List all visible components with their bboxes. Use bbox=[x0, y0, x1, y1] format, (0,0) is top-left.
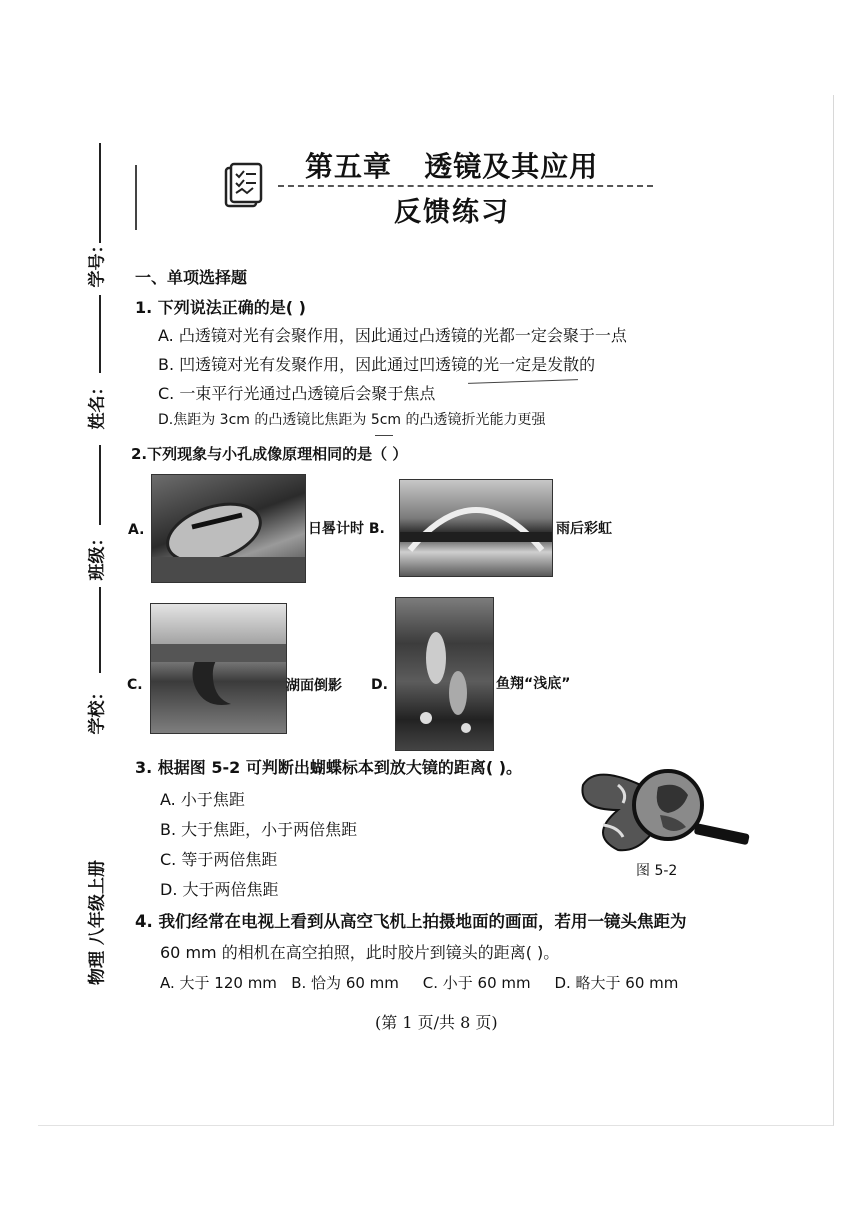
question-1-stem: 1. 下列说法正确的是( ) bbox=[135, 298, 306, 317]
question-3-stem: 3. 根据图 5-2 可判断出蝴蝶标本到放大镜的距离( )。 bbox=[135, 758, 523, 777]
question-3-option-d: D. 大于两倍焦距 bbox=[160, 880, 279, 899]
question-4-stem-line1: 4. 我们经常在电视上看到从高空飞机上拍摄地面的画面，若用一镜头焦距为 bbox=[135, 912, 687, 931]
fish-photo bbox=[395, 597, 494, 751]
question-3-option-a: A. 小于焦距 bbox=[160, 790, 245, 809]
option-d-caption: 鱼翔“浅底” bbox=[496, 676, 571, 692]
option-d-label: D. bbox=[371, 677, 388, 693]
question-3-option-b: B. 大于焦距，小于两倍焦距 bbox=[160, 820, 358, 839]
question-3-option-c: C. 等于两倍焦距 bbox=[160, 850, 278, 869]
page-number: (第 1 页/共 8 页) bbox=[375, 1013, 498, 1032]
binding-mark bbox=[135, 165, 141, 230]
page-subtitle: 反馈练习 bbox=[394, 197, 510, 228]
rainbow-photo bbox=[399, 479, 553, 577]
student-id-label: 学号： bbox=[87, 236, 108, 288]
question-4-options: A. 大于 120 mm B. 恰为 60 mm C. 小于 60 mm D. 略大于 60 mm bbox=[160, 974, 679, 992]
option-b-caption: 雨后彩虹 bbox=[556, 521, 612, 537]
school-label: 学校： bbox=[87, 683, 108, 735]
figure-5-2-caption: 图 5-2 bbox=[636, 863, 678, 879]
option-a-caption: 日晷计时 B. bbox=[308, 521, 385, 537]
chapter-title: 第五章 透镜及其应用 bbox=[305, 150, 599, 183]
question-1-option-a: A. 凸透镜对光有会聚作用，因此通过凸透镜的光都一定会聚于一点 bbox=[158, 326, 627, 345]
question-1-option-c: C. 一束平行光通过凸透镜后会聚于焦点 bbox=[158, 384, 436, 403]
question-4-stem-line2: 60 mm 的相机在高空拍照，此时胶片到镜头的距离( )。 bbox=[160, 943, 560, 962]
binding-line bbox=[99, 445, 101, 525]
lake-reflection-photo bbox=[150, 603, 287, 734]
handwritten-stroke bbox=[375, 435, 393, 436]
butterfly-magnifier-figure bbox=[578, 765, 758, 857]
option-c-label: C. bbox=[127, 677, 143, 693]
notebook-icon bbox=[222, 162, 266, 212]
question-1-option-b: B. 凹透镜对光有发聚作用，因此通过凹透镜的光一定是发散的 bbox=[158, 355, 596, 374]
option-c-caption: 湖面倒影 bbox=[286, 678, 342, 694]
binding-line bbox=[99, 295, 101, 373]
title-divider bbox=[278, 185, 653, 187]
name-label: 姓名： bbox=[87, 378, 108, 430]
binding-line bbox=[99, 587, 101, 673]
class-label: 班级： bbox=[87, 529, 108, 581]
sundial-photo bbox=[151, 474, 306, 583]
question-1-option-d: D.焦距为 3cm 的凸透镜比焦距为 5cm 的凸透镜折光能力更强 bbox=[158, 412, 546, 428]
binding-line bbox=[99, 143, 101, 243]
question-2-stem: 2.下列现象与小孔成像原理相同的是（ ） bbox=[131, 445, 408, 463]
subject-label: 物理 八年级上册 bbox=[87, 860, 108, 985]
option-a-label: A. bbox=[128, 522, 145, 538]
section-heading: 一、单项选择题 bbox=[135, 268, 248, 287]
